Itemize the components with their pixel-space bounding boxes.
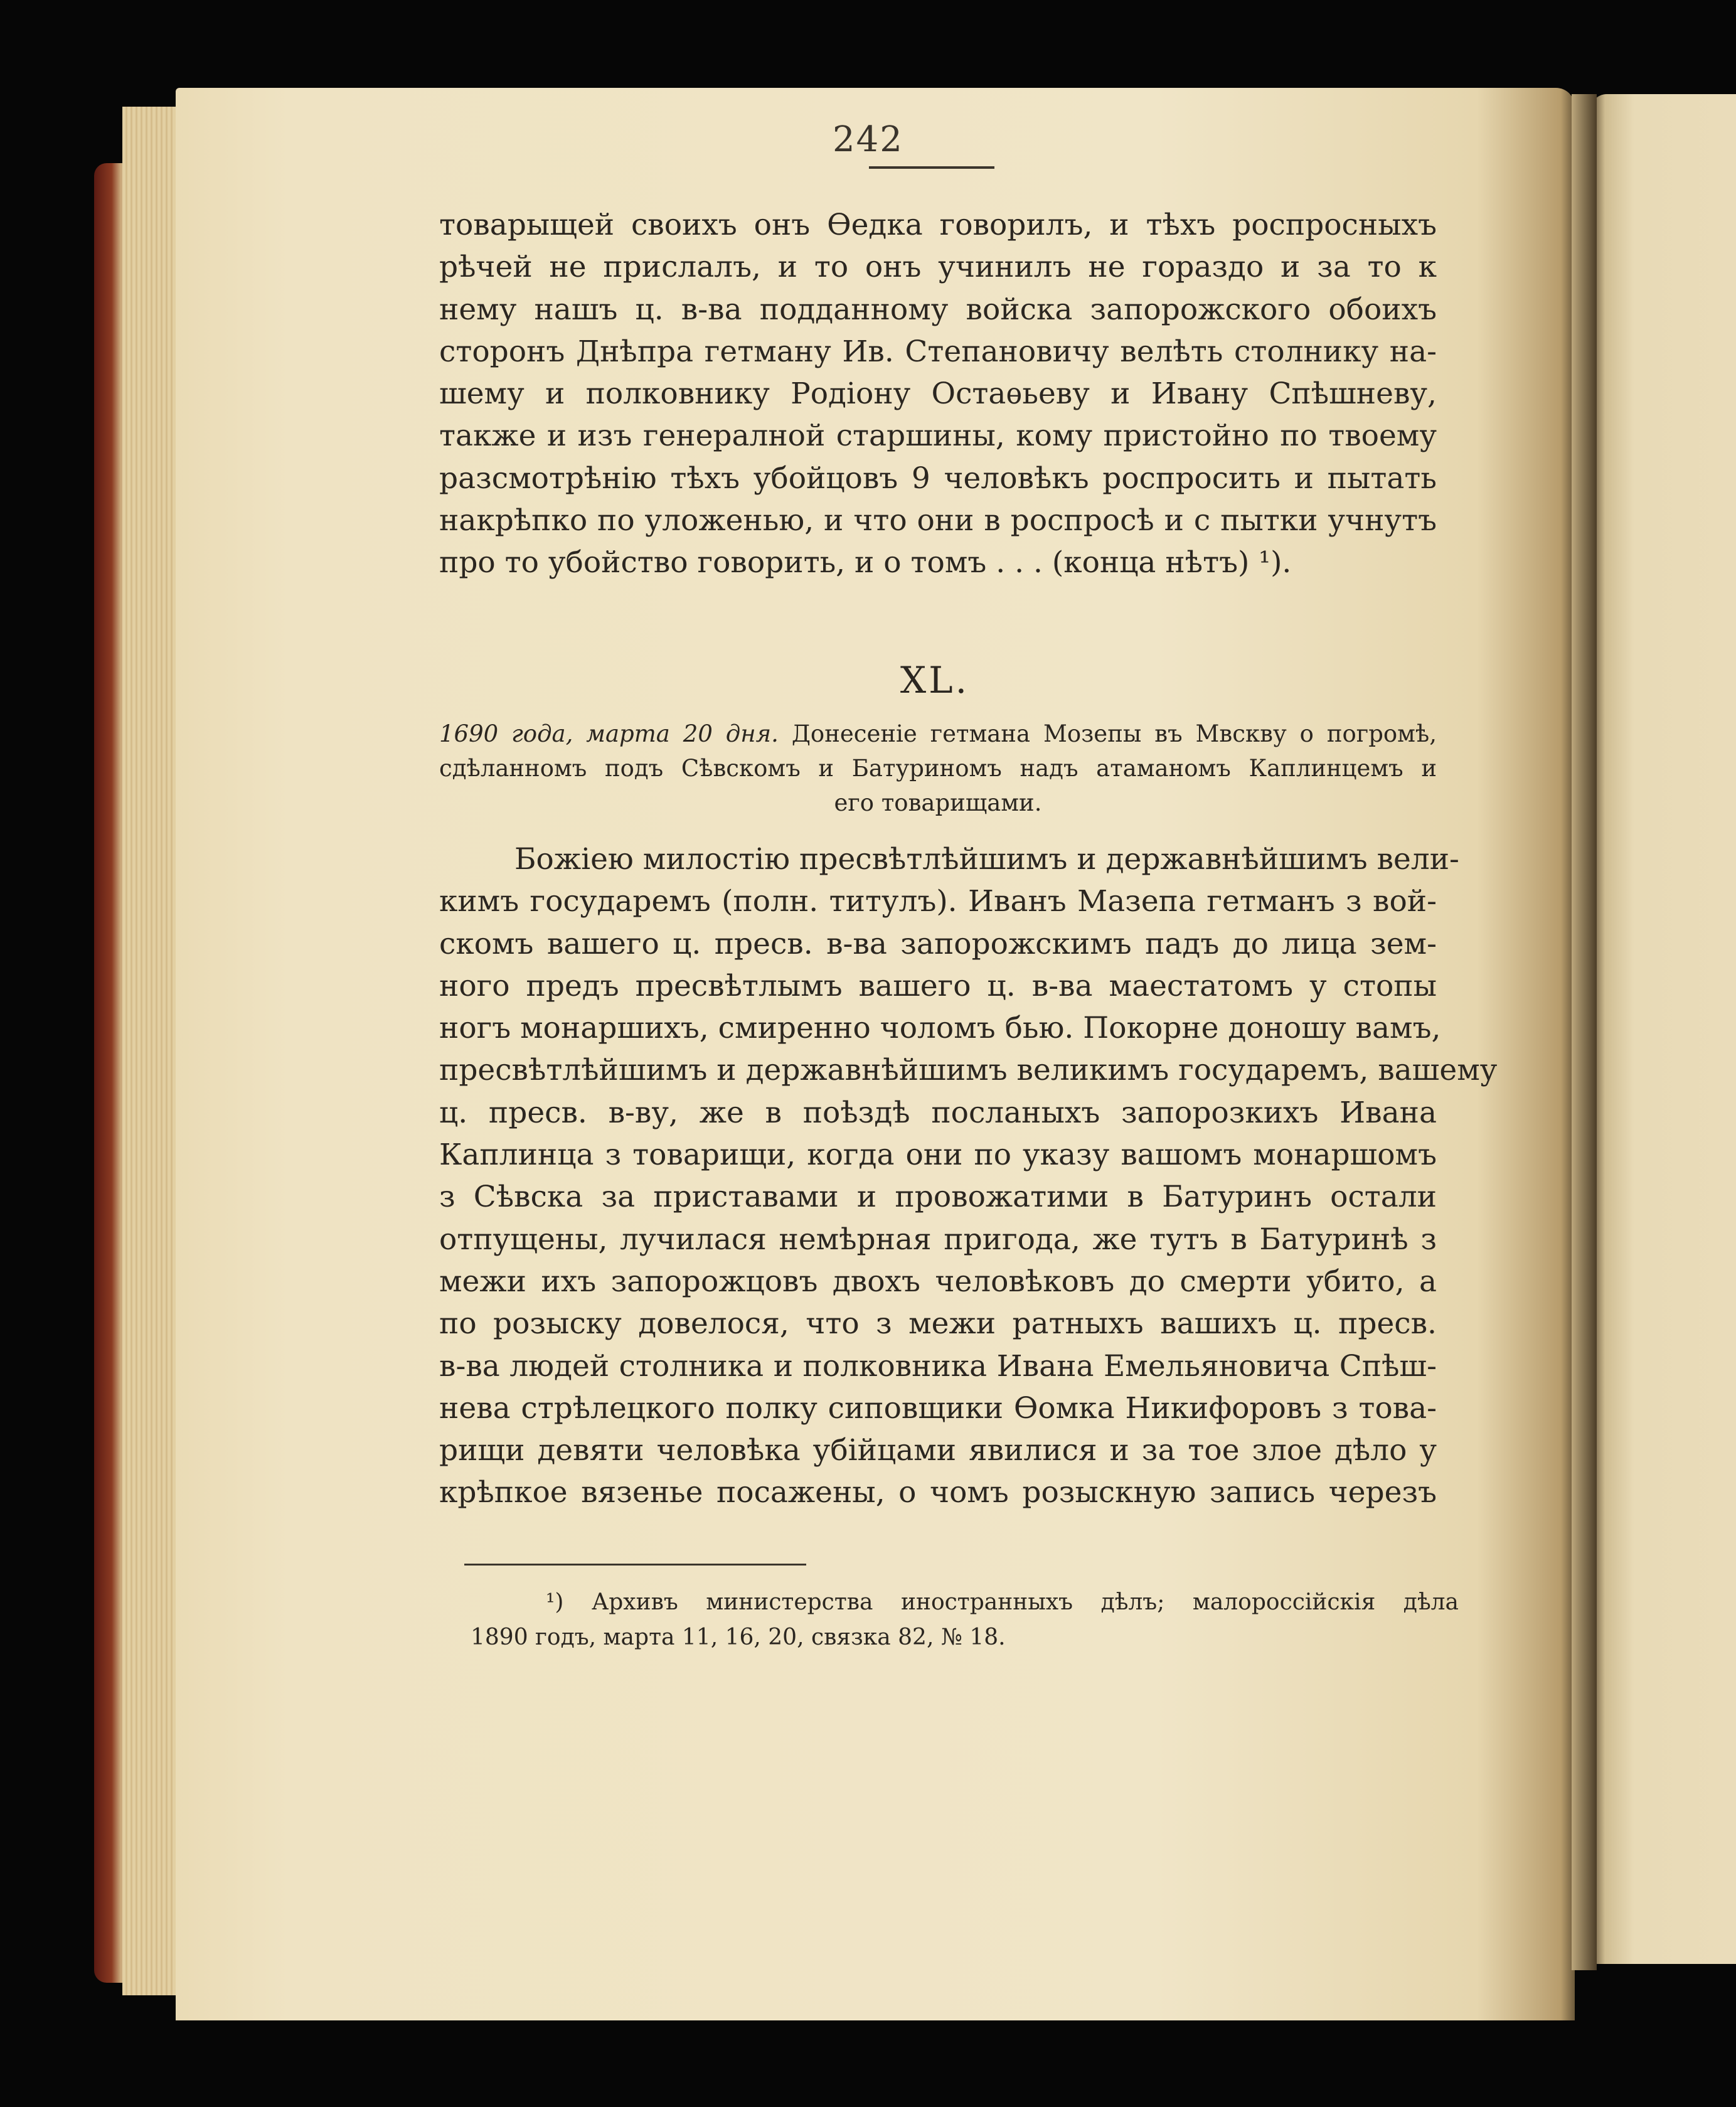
text-line: ц. пресв. в-ву, же в поѣздѣ посланыхъ запорозкихъ Ивана — [439, 1095, 1437, 1130]
text-line: сторонъ Днѣпра гетману Ив. Степановичу велѣть столнику на- — [439, 334, 1437, 369]
book-gutter — [1572, 94, 1597, 1970]
text-line: шему и полковнику Родіону Остаѳьеву и Ивану Спѣшневу, — [439, 376, 1437, 412]
text-line: ного предъ пресвѣтлымъ вашего ц. в-ва маестатомъ у стопы — [439, 968, 1437, 1003]
text-line: пресвѣтлѣйшимъ и державнѣйшимъ великимъ государемъ, вашему — [439, 1053, 1498, 1088]
text-line: накрѣпко по уложенью, и что они в роспросѣ и с пытки учнутъ — [439, 503, 1437, 538]
summary-line-2: сдѣланномъ подъ Сѣвскомъ и Батуриномъ надъ атаманомъ Каплинцемъ и — [439, 755, 1437, 782]
text-line: также и изъ генералной старшины, кому пристойно по твоему — [439, 419, 1437, 454]
footnote-line-1: ¹) Архивъ министерства иностранныхъ дѣлъ; малороссійскія дѣла — [546, 1589, 1459, 1615]
text-line: Каплинца з товарищи, когда они по указу вашомъ монаршомъ — [439, 1138, 1437, 1173]
page-number: 242 — [833, 119, 903, 160]
footnote-rule — [464, 1564, 806, 1566]
text-line: ногъ монаршихъ, смиренно чоломъ бью. Покорне доношу вамъ, — [439, 1011, 1441, 1046]
text-line: рищи девяти человѣка убійцами явилися и за тое злое дѣло у — [439, 1433, 1437, 1468]
letter-body — [439, 838, 1498, 1514]
text-line: крѣпкое вязенье посажены, о чомъ розыскную запись черезъ — [439, 1475, 1437, 1510]
text-line: про то убойство говорить, и о томъ . . . (конца нѣтъ) ¹). — [439, 545, 1292, 580]
text-line: рѣчей не прислалъ, и то онъ учинилъ не гораздо и за то к — [439, 250, 1437, 285]
summary-line-1 — [439, 717, 1437, 751]
text-line: отпущены, лучилася немѣрная пригода, же тутъ в Батуринѣ з — [439, 1222, 1437, 1257]
section-heading: XL. — [900, 659, 970, 701]
text-line: межи ихъ запорожцовъ двохъ человѣковъ до смерти убито, а — [439, 1264, 1437, 1299]
text-line: нева стрѣлецкого полку сиповщики Ѳомка Никифоровъ з това- — [439, 1390, 1437, 1426]
continued-paragraph — [439, 204, 1437, 584]
text-line: по розыску довелося, что з межи ратныхъ вашихъ ц. пресв. — [439, 1306, 1437, 1342]
text-line: в-ва людей столника и полковника Ивана Емельяновича Спѣш- — [439, 1348, 1437, 1384]
footnote — [471, 1585, 1459, 1655]
header-rule — [869, 166, 994, 169]
text-line: з Сѣвска за приставами и провожатими в Батуринъ остали — [439, 1180, 1437, 1215]
facing-page — [1590, 94, 1736, 1964]
text-line: скомъ вашего ц. пресв. в-ва запорожскимъ падъ до лица зем- — [439, 926, 1437, 961]
summary-line-1-rest: Донесеніе гетмана Мозепы въ Мвскву о погромѣ, — [791, 720, 1437, 747]
summary-line-3: его товарищами. — [834, 789, 1042, 816]
footnote-line-2: 1890 годъ, марта 11, 16, 20, связка 82, № 18. — [471, 1624, 1006, 1650]
text-line: разсмотрѣнію тѣхъ убойцовъ 9 человѣкъ роспросить и пытать — [439, 461, 1437, 496]
text-line: Божіею милостію пресвѣтлѣйшимъ и державнѣйшимъ вели- — [514, 842, 1459, 877]
text-line: кимъ государемъ (полн. титулъ). Иванъ Мазепа гетманъ з вой- — [439, 884, 1437, 919]
text-line: нему нашъ ц. в-ва подданному войска запорожского обоихъ — [439, 292, 1437, 327]
document-summary — [439, 717, 1437, 820]
summary-date: 1690 года, марта 20 дня. — [439, 720, 779, 747]
text-line: товарыщей своихъ онъ Ѳедка говорилъ, и тѣхъ роспросныхъ — [439, 208, 1437, 242]
